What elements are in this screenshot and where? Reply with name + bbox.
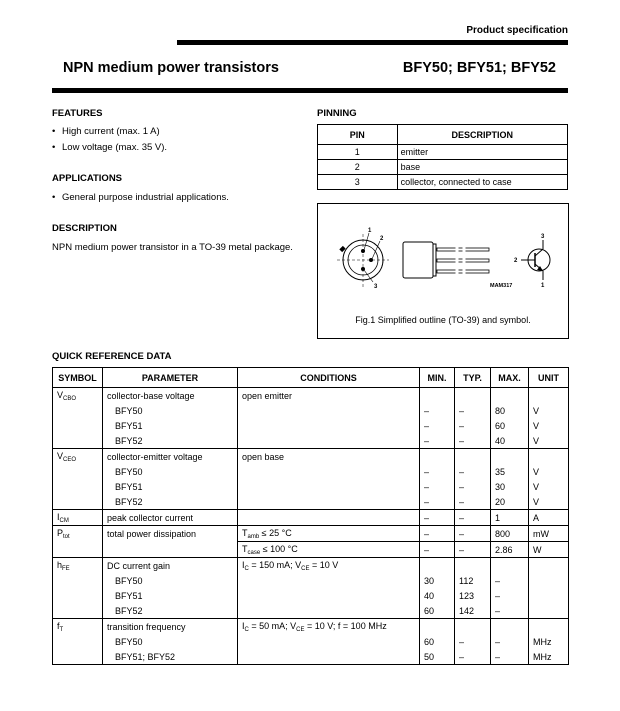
min-cell: 60 [420, 603, 455, 619]
min-cell: 30 [420, 573, 455, 588]
conditions-cell: $T_{case} \le 100$ °C [238, 542, 420, 558]
unit-cell [529, 603, 569, 619]
type-cell: BFY51 [103, 479, 238, 494]
description-heading: DESCRIPTION [52, 223, 117, 234]
symbol-cell: $I_{CM}$ [53, 510, 103, 526]
outline-pin-label: 3 [374, 284, 378, 290]
symbol-cell: $V_{CBO}$ [53, 388, 103, 404]
table-row [53, 603, 569, 619]
features-heading: FEATURES [52, 108, 103, 119]
symbol-cell: $h_{FE}$ [53, 558, 103, 574]
pinning-col-description: DESCRIPTION [397, 125, 567, 145]
max-cell: 2.86 [491, 542, 529, 558]
conditions-cell: $I_C = 50$ mA; $V_{CE} = 10$ V; f = 100 MHz [238, 619, 420, 635]
pinning-col-pin: PIN [318, 125, 398, 145]
max-cell: 20 [491, 494, 529, 510]
pin-number: 3 [318, 175, 398, 190]
table-row [53, 526, 569, 542]
parameter-cell: collector-emitter voltage [103, 449, 238, 465]
max-cell: 60 [491, 418, 529, 433]
min-cell: – [420, 433, 455, 449]
symbol-pin-label: 3 [541, 234, 545, 240]
table-row [53, 464, 569, 479]
table-row [53, 588, 569, 603]
parameter-cell: DC current gain [103, 558, 238, 574]
header-rule-bottom [52, 88, 568, 93]
unit-cell: V [529, 418, 569, 433]
spec-label: Product specification [466, 25, 568, 36]
max-cell: – [491, 603, 529, 619]
min-cell: – [420, 464, 455, 479]
min-cell: – [420, 403, 455, 418]
type-cell: BFY51 [103, 588, 238, 603]
pin-description: collector, connected to case [397, 175, 567, 190]
figure-box [317, 203, 569, 339]
max-cell: 40 [491, 433, 529, 449]
table-row [53, 619, 569, 635]
unit-cell: W [529, 542, 569, 558]
to39-outline-drawing [318, 204, 568, 304]
max-cell: – [491, 649, 529, 665]
table-row [53, 433, 569, 449]
typ-cell: – [455, 418, 491, 433]
table-row [53, 388, 569, 404]
unit-cell [529, 588, 569, 603]
outline-pin-label: 2 [380, 236, 384, 242]
col-symbol: SYMBOL [53, 368, 103, 388]
table-row [53, 634, 569, 649]
unit-cell: V [529, 494, 569, 510]
min-cell: – [420, 526, 455, 542]
table-row [53, 573, 569, 588]
table-row [53, 542, 569, 558]
symbol-pin-label: 2 [514, 258, 518, 264]
typ-cell: – [455, 479, 491, 494]
max-cell: 35 [491, 464, 529, 479]
application-item: • General purpose industrial applications. [52, 192, 229, 203]
unit-cell: V [529, 464, 569, 479]
max-cell: 800 [491, 526, 529, 542]
table-row [318, 145, 568, 160]
typ-cell: – [455, 464, 491, 479]
pin-number: 1 [318, 145, 398, 160]
typ-cell: 112 [455, 573, 491, 588]
col-typ: TYP. [455, 368, 491, 388]
table-row [53, 510, 569, 526]
col-conditions: CONDITIONS [238, 368, 420, 388]
pin-description: emitter [397, 145, 567, 160]
table-row [53, 479, 569, 494]
table-row [53, 403, 569, 418]
table-row [318, 160, 568, 175]
type-cell: BFY52 [103, 603, 238, 619]
conditions-cell: open base [238, 449, 420, 465]
table-row [53, 558, 569, 574]
col-max: MAX. [491, 368, 529, 388]
symbol-cell: $P_{tot}$ [53, 526, 103, 542]
typ-cell: – [455, 542, 491, 558]
outline-pin-label: 1 [368, 228, 372, 234]
header-rule-top [177, 40, 568, 45]
max-cell: 30 [491, 479, 529, 494]
max-cell: 80 [491, 403, 529, 418]
min-cell: – [420, 479, 455, 494]
type-cell: BFY50 [103, 573, 238, 588]
typ-cell: – [455, 494, 491, 510]
parameter-cell: transition frequency [103, 619, 238, 635]
symbol-cell: $f_T$ [53, 619, 103, 635]
unit-cell: mW [529, 526, 569, 542]
unit-cell: V [529, 479, 569, 494]
table-row [53, 494, 569, 510]
min-cell: 60 [420, 634, 455, 649]
parameter-cell: total power dissipation [103, 526, 238, 542]
min-cell: 40 [420, 588, 455, 603]
type-cell: BFY52 [103, 433, 238, 449]
typ-cell: 142 [455, 603, 491, 619]
conditions-cell: $I_C = 150$ mA; $V_{CE} = 10$ V [238, 558, 420, 574]
typ-cell: – [455, 403, 491, 418]
col-parameter: PARAMETER [103, 368, 238, 388]
type-cell: BFY50 [103, 464, 238, 479]
unit-cell: V [529, 433, 569, 449]
unit-cell: V [529, 403, 569, 418]
description-text: NPN medium power transistor in a TO-39 metal package. [52, 242, 293, 253]
quick-reference-table [52, 367, 569, 665]
typ-cell: – [455, 634, 491, 649]
typ-cell: – [455, 526, 491, 542]
figure-code: MAM317 [490, 283, 513, 289]
document-types: BFY50; BFY51; BFY52 [402, 60, 556, 76]
type-cell: BFY52 [103, 494, 238, 510]
table-row [318, 175, 568, 190]
pin-number: 2 [318, 160, 398, 175]
document-title: NPN medium power transistors [63, 60, 279, 76]
typ-cell: – [455, 510, 491, 526]
min-cell: – [420, 510, 455, 526]
unit-cell: A [529, 510, 569, 526]
col-unit: UNIT [529, 368, 569, 388]
type-cell: BFY51; BFY52 [103, 649, 238, 665]
pin-description: base [397, 160, 567, 175]
conditions-cell: $T_{amb} \le 25$ °C [238, 526, 420, 542]
min-cell: – [420, 494, 455, 510]
max-cell: – [491, 588, 529, 603]
table-row [53, 449, 569, 465]
max-cell: 1 [491, 510, 529, 526]
unit-cell [529, 573, 569, 588]
feature-item: • High current (max. 1 A) [52, 126, 160, 137]
parameter-cell: collector-base voltage [103, 388, 238, 404]
feature-item: • Low voltage (max. 35 V). [52, 142, 168, 153]
min-cell: 50 [420, 649, 455, 665]
typ-cell: – [455, 649, 491, 665]
symbol-pin-label: 1 [541, 283, 545, 289]
min-cell: – [420, 418, 455, 433]
figure-caption: Fig.1 Simplified outline (TO-39) and symbol. [355, 315, 531, 325]
table-row [53, 418, 569, 433]
applications-heading: APPLICATIONS [52, 173, 123, 184]
pinning-table [317, 124, 568, 190]
pinning-heading: PINNING [317, 108, 357, 119]
unit-cell: MHz [529, 634, 569, 649]
type-cell: BFY51 [103, 418, 238, 433]
type-cell: BFY50 [103, 403, 238, 418]
col-min: MIN. [420, 368, 455, 388]
typ-cell: – [455, 433, 491, 449]
parameter-cell: peak collector current [103, 510, 238, 526]
max-cell: – [491, 634, 529, 649]
table-row [53, 649, 569, 665]
min-cell: – [420, 542, 455, 558]
conditions-cell: open emitter [238, 388, 420, 404]
max-cell: – [491, 573, 529, 588]
type-cell: BFY50 [103, 634, 238, 649]
typ-cell: 123 [455, 588, 491, 603]
unit-cell: MHz [529, 649, 569, 665]
qrd-heading: QUICK REFERENCE DATA [52, 351, 172, 362]
symbol-cell: $V_{CEO}$ [53, 449, 103, 465]
